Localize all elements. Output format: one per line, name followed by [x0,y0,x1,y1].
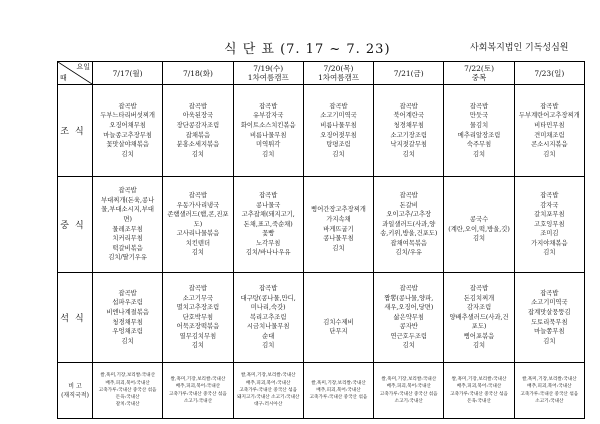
day-date: 7/23(일) [534,68,565,78]
day-date: 7/21(금) [393,68,424,78]
menu-item: 새우,오징어,당면) [384,304,434,312]
menu-item: 고호잉무침 [534,220,565,228]
menu-item: 도토리묵무침 [531,318,568,326]
menu-cell [374,177,444,273]
menu-item: 꽃맛살야채볶음 [106,141,149,149]
menu-item: 섭파우조림 [112,299,143,307]
menu-item: 김치 [262,150,275,158]
menu-item: 감자조림 [466,304,492,312]
day-header [233,62,303,85]
origin-note-cell [374,363,444,419]
menu-item: 단호박무침 [182,313,214,321]
menu-item: (계란,오이,떡,방울,깃) [448,225,510,233]
menu-item: 김치/바나나우유 [245,249,291,257]
origin-note-line: 배추,피괴,북어:국내산 [456,384,502,390]
menu-item: 잡곡밥 [259,102,278,110]
title-row [0,30,600,56]
corner-meal-label: 때 [60,74,67,82]
day-header [374,62,444,85]
origin-note-line: 돈육:국내산 [115,395,140,401]
origin-note-line: 배추,피괴,북어:국내산 [316,387,361,393]
menu-cell [444,177,514,273]
menu-item: 잡곡밥 [188,191,208,199]
menu-item: 숙주무침 [466,141,492,149]
menu-item: 김치/딸기우유 [108,254,147,262]
menu-item: 부대찌개(돈육,콩나 [101,196,155,204]
origin-note-cell [514,363,584,419]
origin-note-line: 갈치:국내산 [115,402,140,408]
menu-item: 북어계란국 [393,112,424,120]
menu-item: 대구탕(콩나물,만디, [240,294,296,302]
menu-item: 잡곡밥 [469,284,489,292]
origin-note-line: 배추,피괴,북어:국내산 [175,384,221,390]
origin-note-line: 고축가루:국내산 중국산 섞음 [98,387,157,393]
origin-note-line: 배추,피괴,북어:국내산 [527,384,572,390]
menu-item: 분홍소세지볶음 [176,141,220,149]
menu-item: 잡곡밥 [188,102,208,110]
menu-item: 잡곡밥 [399,191,418,199]
origin-note-line: 고축가루:국내산 중국산 섞음 [239,387,298,393]
remarks-row [58,363,585,419]
menu-cell [303,85,373,177]
menu-cell [163,85,233,177]
menu-item: 떡갈비볶음 [112,244,143,252]
menu-item: 화이트소스치킨볶음 [240,121,296,129]
menu-item: 김치수제비 [323,318,354,326]
menu-item: 김치 [332,244,345,252]
menu-item: 잡채여목볶음 [390,239,428,247]
menu-item: 가지속채 [326,215,351,223]
origin-note-line: 쌀,흑미,기장,보리쌀:국내산 [170,377,226,383]
menu-item: 열무김치무침 [179,332,217,340]
page-title: 식 단 표 (7. 17 ~ 7. 23) [224,42,391,57]
day-header [303,62,373,85]
menu-item: 김치 [191,249,204,257]
menu-item: 김치 [472,342,486,350]
menu-item: 돈갈비 [399,201,418,209]
origin-note-line: 쌀,흑미,기장,보리쌀:국내산 [100,373,156,379]
menu-item: 잡곡밥 [259,191,278,199]
menu-item: 우엉채조림 [112,328,143,336]
menu-item: 비름나물무침 [249,131,287,139]
day-note: 중복 [471,73,487,82]
menu-item: 만둣국 [469,112,489,120]
header-row [58,62,585,85]
menu-cell [444,273,514,363]
menu-cell [233,273,303,363]
menu-item: 잡곡밥 [188,284,208,292]
menu-cell [93,85,163,177]
menu-item: 메추리알장조림 [457,131,501,139]
menu-item: 김치 [191,150,204,158]
remarks-label [58,363,93,419]
menu-item: 청경채무침 [393,121,424,129]
menu-cell [444,85,514,177]
menu-item: 견미채조림 [534,131,565,139]
corner-cell [58,62,93,85]
menu-item [444,205,513,215]
origin-note-line: 고축가루:국내산 중국산 섞음 [450,391,508,397]
menu-item: 면) [123,215,132,223]
menu-cell [233,177,303,273]
origin-note-line: 쌀,흑미,기장,보리쌀:국내산 [311,380,366,386]
menu-item: 짬뽕(콩나물,양파, [384,294,434,302]
menu-cell [93,177,163,273]
menu-item: 마늘종고추장무침 [103,131,152,139]
menu-item: 도) [193,220,203,228]
menu-item: 김치 [402,150,415,158]
menu-item: 미나리,숙갓) [250,304,286,312]
menu-item: 비엔나계절볶음 [106,308,149,316]
menu-item: 낙지젓갈무침 [390,141,428,149]
origin-note-line: 소고기:국내산 [535,398,564,404]
origin-note-line: 쌀,흑미,기장,보리쌀:국내산 [381,377,437,383]
menu-item: 소고기미역국 [320,112,357,120]
menu-item: 삶은약무침 [393,313,424,321]
menu-item [304,196,373,206]
day-header [514,62,584,85]
menu-item: 잡곡밥 [329,102,348,110]
menu-item: 잡곡밥 [399,102,418,110]
origin-note-line: 고축가루:국내산 중국산 섞음 [379,391,438,397]
menu-item [304,308,373,318]
day-date: 7/18(화) [182,68,213,78]
menu-item: 김치 [543,249,556,257]
menu-item: 순대 [262,332,275,340]
origin-note-cell [444,363,514,419]
meal-row-breakfast [58,85,585,177]
menu-item: 오이고추/고추장 [386,211,432,219]
menu-item: 아욱된장국 [182,112,214,120]
menu-item: 잡곡밥 [469,102,489,110]
day-date: 7/20(목) [323,64,354,73]
menu-item: 유부감자국 [252,112,284,120]
menu-cell [233,85,303,177]
organization-name: 사회복지법인 기독성심원 [470,43,569,53]
origin-note-line: 돈육:국내산 [467,398,491,404]
menu-item: 양배추샐러드(사과,건 [449,313,509,321]
day-date: 7/17(월) [112,68,143,78]
day-header [93,62,163,85]
menu-item: 삥어간장고추장찌개 [311,206,366,214]
menu-item: 우동가사리냉국 [176,201,220,209]
menu-item: 콩나물무침 [323,235,354,243]
menu-item: 치킨텐더 [185,239,211,247]
menu-item: 김치 [332,150,345,158]
menu-item: 삥어포볶음 [463,332,495,340]
origin-note-line: 대구:러시아산 [254,402,283,408]
menu-item: 잡곡밥 [118,102,137,110]
menu-item: 소고기무국 [182,294,214,302]
menu-item: 김치/우유 [395,249,422,257]
origin-note-cell [303,363,373,419]
menu-item: 존햄샐러드(햄,콘,진포 [167,211,229,219]
menu-item: 잡곡밥 [118,187,137,195]
menu-item: 비타민무침 [534,121,565,129]
menu-item: 고사리나물볶음 [176,230,220,238]
origin-note-line: 쌀,흑미,기장,보리쌀:국내산 [521,377,577,383]
menu-item: 물레조무침 [112,225,143,233]
meal-row-dinner [58,273,585,363]
menu-item: 송,키위,방울,건포도) [380,230,438,238]
menu-item: 비름나물무침 [320,121,357,129]
origin-note-line: 돼지고기:국내산 소고기:국내산 [237,395,300,401]
menu-item: 조미김 [540,230,559,238]
menu-item: 오징어젓무침 [320,131,357,139]
day-note: 1차여름캠프 [317,73,359,82]
menu-item: 두부느타리버섯찌개 [100,112,156,120]
day-header [163,62,233,85]
menu-item: 김치 [543,150,556,158]
origin-note-cell [93,363,163,419]
origin-note-line: 고축가루:국내산 중국산 섞음 [520,391,579,397]
origin-note-line: 배추,피괴,북어:국내산 [245,380,291,386]
menu-item: 콩나물국 [256,201,281,209]
menu-cell [163,177,233,273]
menu-cell [514,273,584,363]
menu-item: 시금치나물무침 [246,323,290,331]
menu-item: 미역튀각 [256,141,281,149]
menu-item: 김치 [262,342,275,350]
menu-item: 김치 [543,337,556,345]
menu-item: 김치 [472,150,486,158]
menu-item: 잡곡밥 [540,191,559,199]
day-date: 7/19(수) [253,64,284,73]
menu-item: 어묵조장떡볶음 [176,323,220,331]
menu-cell [303,177,373,273]
menu-item: 소고기미역국 [531,299,568,307]
corner-day-label: 요일 [76,63,90,71]
meal-label: 중식 [58,177,93,273]
menu-cell [374,85,444,177]
menu-item: 오징어채무침 [109,121,146,129]
meal-label: 석식 [58,273,93,363]
menu-cell [514,85,584,177]
menu-item: 콩국수 [469,215,489,223]
menu-item: 김치 [402,342,415,350]
day-date: 7/22(토) [464,64,495,73]
menu-item: 바게뜨굽기 [323,225,354,233]
menu-item: 노각무침 [256,239,281,247]
origin-note-line: 배추,피괴,북어:국내산 [105,380,150,386]
menu-item: 소고기장조림 [390,131,428,139]
day-header [444,62,514,85]
origin-note-line: 소고기:국내산 [394,398,423,404]
menu-item: 두부계란어고추장찌개 [518,112,580,120]
origin-note-cell [233,363,303,419]
menu-cell [374,273,444,363]
origin-note-line: 쌀,흑미,기장,보리쌀:국내산 [451,377,507,383]
menu-item: 김치 [121,337,134,345]
menu-item: 잡곡밥 [118,289,137,297]
menu-item: 치커리무침 [112,235,143,243]
remarks-subtitle: (재직국적) [61,391,89,399]
menu-item: 김치 [191,342,204,350]
menu-cell [93,273,163,363]
menu-item: 잡곡밥 [540,102,559,110]
menu-item: 포도) [471,323,487,331]
menu-item: 장단콩감자조림 [176,121,220,129]
menu-item: 콘소시지볶음 [531,141,568,149]
origin-note-line: 쌀,흑미,기장,보리쌀:국내산 [240,373,296,379]
menu-item: 가지야채볶음 [531,239,568,247]
origin-note-line: 배추,피괴,북어:국내산 [386,384,431,390]
menu-item: 탕평조림 [326,141,351,149]
menu-item: 연근호두조림 [390,332,428,340]
menu-item: 마늘쫑무침 [534,328,565,336]
menu-item: 고추잡채(돼지고기, [241,211,295,219]
menu-item: 꽃빵 [262,230,275,238]
remarks-title: 비 고 [68,382,82,390]
menu-item: 청경채무침 [112,318,143,326]
origin-note-line: 고축가루:국내산 중국산 섞음 [309,395,368,401]
origin-note-line: 소고기:국내산 [183,398,213,404]
meal-label: 조식 [58,85,93,177]
menu-item: 과일샐러드(사과,양 [382,220,436,228]
menu-item: 멸치고추장조림 [176,304,220,312]
menu-item: 콩자반 [399,323,418,331]
menu-item [304,298,373,308]
origin-note-cell [163,363,233,419]
menu-item: 돈김치찌개 [463,294,495,302]
menu-item: 김치 [121,150,134,158]
menu-item: 잡곡밥 [399,284,418,292]
menu-item: 잡채볶음 [185,131,211,139]
menu-item: 갈치포무침 [534,211,565,219]
menu-cell [163,273,233,363]
menu-item: 돈채,표고,죽순채) [243,220,293,228]
menu-item: 잡곡밥 [259,284,278,292]
menu-item: 김치 [472,235,486,243]
menu-item: 물김치 [469,121,489,129]
menu-table [57,61,585,419]
menu-item: 복리고추조림 [249,313,287,321]
menu-item: 잡계맛살뭉뚱김 [528,308,571,316]
day-note: 1차여름캠프 [247,73,289,82]
menu-cell [303,273,373,363]
origin-note-line: 고축가루:국내산 중국산 섞음 [169,391,227,397]
menu-item: 잡곡밥 [540,289,559,297]
menu-item: 물,부대소시지,부대 [101,206,154,214]
meal-row-lunch [58,177,585,273]
menu-cell [514,177,584,273]
menu-item: 단무지 [329,328,348,336]
menu-item: 감자국 [540,201,559,209]
